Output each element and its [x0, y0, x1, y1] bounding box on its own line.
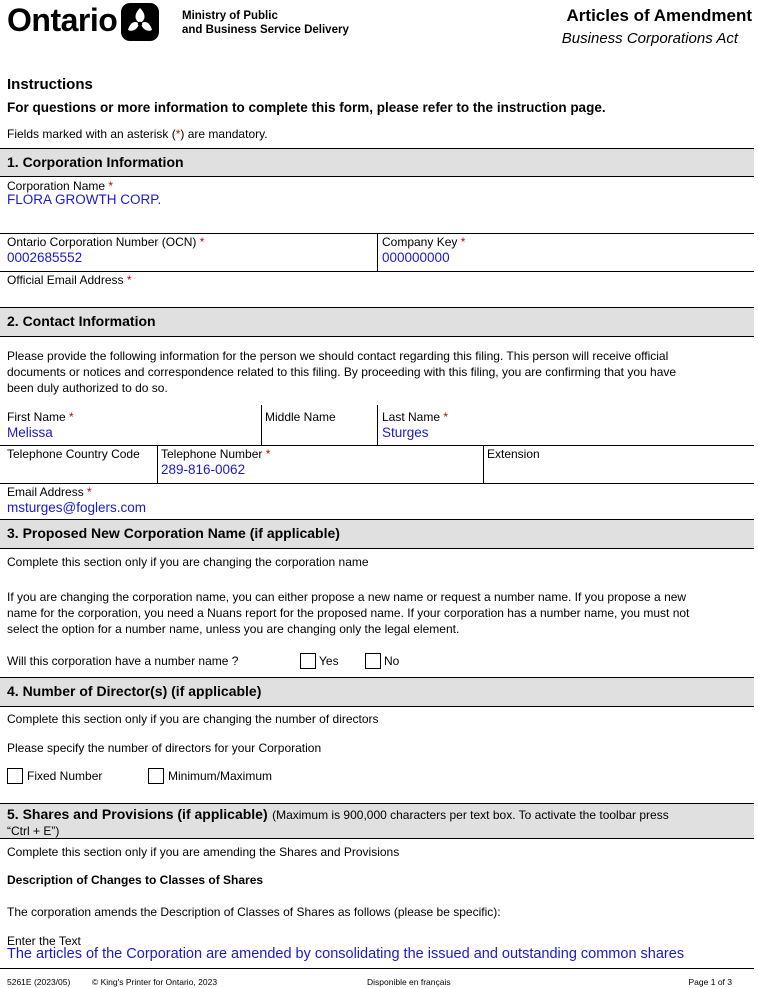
instructions-heading: Instructions [7, 76, 93, 93]
phone-field[interactable]: 289-816-0062 [161, 462, 246, 477]
extension-label: Extension [487, 447, 540, 461]
section-3-note: Complete this section only if you are changing the corporation name [7, 555, 369, 569]
min-max-label: Minimum/Maximum [168, 769, 273, 783]
copyright: © King's Printer for Ontario, 2023 [92, 977, 218, 987]
form-number: 5261E (2023/05) [7, 977, 71, 987]
corp-name-label: Corporation Name * [7, 179, 114, 193]
section-3-header: 3. Proposed New Corporation Name (if applicable) [0, 519, 754, 549]
company-key-label: Company Key * [382, 235, 466, 249]
section-3-paragraph: If you are changing the corporation name, you can either propose a new name or request a number name. If you propose a new name for the corporation, you need a Nuans report for the proposed name. If your corporation has a number name, you must not select the option for a number name, unless you are changing only the legal element. [7, 590, 690, 636]
min-max-checkbox[interactable] [148, 768, 164, 784]
middle-name-label: Middle Name [265, 410, 336, 424]
first-name-label: First Name * [7, 410, 74, 424]
email-label: Email Address * [7, 485, 92, 499]
enter-text-label: Enter the Text [7, 934, 81, 948]
section-4-header: 4. Number of Director(s) (if applicable) [0, 677, 754, 707]
section-4-note: Complete this section only if you are changing the number of directors [7, 712, 379, 726]
fixed-number-label: Fixed Number [27, 769, 103, 783]
email-field[interactable]: msturges@foglers.com [7, 500, 146, 515]
section-2-header: 2. Contact Information [0, 307, 754, 337]
phone-label: Telephone Number * [161, 447, 271, 461]
company-key-field[interactable]: 000000000 [382, 250, 450, 265]
contact-description: Please provide the following information for the person we should contact regarding this filing. This person will receive official documents or notices and correspondence related to this filing. By proceeding with this filing, you are confirming that you have been duly authorized to do so. [7, 349, 677, 395]
instructions-refer: For questions or more information to complete this form, please refer to the instruction page. [7, 100, 606, 115]
french-available: Disponible en français [367, 977, 451, 987]
number-name-question: Will this corporation have a number name ? [7, 654, 239, 668]
amends-statement: The corporation amends the Description of Classes of Shares as follows (please be specific): [7, 905, 501, 919]
country-code-label: Telephone Country Code [7, 447, 140, 461]
last-name-field[interactable]: Sturges [382, 425, 429, 440]
section-5-note: Complete this section only if you are amending the Shares and Provisions [7, 845, 400, 859]
changes-subheading: Description of Changes to Classes of Shares [7, 873, 264, 887]
official-email-field[interactable] [7, 287, 747, 305]
ocn-field[interactable]: 0002685552 [7, 250, 83, 265]
ocn-label: Ontario Corporation Number (OCN) * [7, 235, 205, 249]
yes-label: Yes [319, 654, 339, 668]
section-1-header: 1. Corporation Information [0, 148, 754, 177]
ontario-logo-text: Ontario [7, 2, 118, 38]
page-number: Page 1 of 3 [688, 977, 732, 987]
section-5-header: 5. Shares and Provisions (if applicable) (Maximum is 900,000 characters per text box. To activate the toolbar press “Ctrl + E”) [0, 803, 754, 839]
corp-name-field[interactable]: FLORA GROWTH CORP. [7, 192, 162, 207]
first-name-field[interactable]: Melissa [7, 425, 53, 440]
official-email-label: Official Email Address * [7, 273, 132, 287]
no-label: No [384, 654, 400, 668]
directors-specify: Please specify the number of directors for your Corporation [7, 741, 322, 755]
mandatory-note: Fields marked with an asterisk (*) are mandatory. [7, 127, 268, 141]
trillium-logo-icon [120, 2, 160, 42]
yes-checkbox[interactable] [300, 653, 316, 669]
fixed-number-checkbox[interactable] [7, 768, 23, 784]
form-subtitle: Business Corporations Act [561, 30, 738, 47]
form-title: Articles of Amendment [566, 6, 752, 25]
last-name-label: Last Name * [382, 410, 449, 424]
enter-text-field[interactable]: The articles of the Corporation are amended by consolidating the issued and outstanding common shares [7, 946, 685, 962]
ministry-name: Ministry of Public and Business Service Delivery [182, 10, 349, 36]
no-checkbox[interactable] [365, 653, 381, 669]
